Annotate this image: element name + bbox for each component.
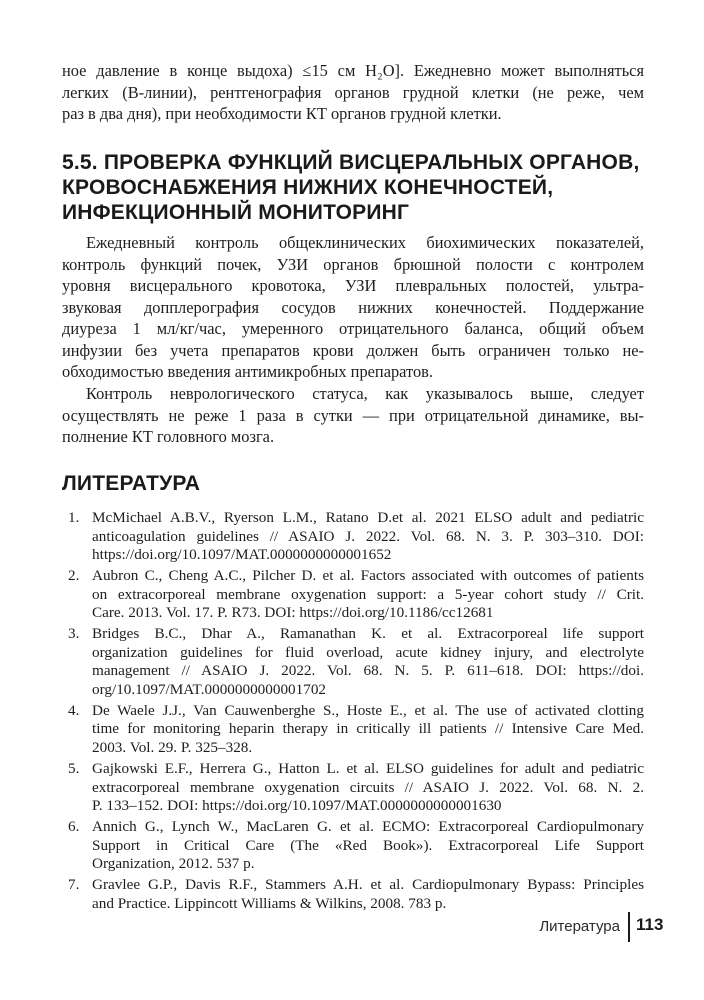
reference-item — [62, 760, 644, 816]
reference-line: organization guidelines for fluid overload, acute kidney injury, and electrolyte — [92, 643, 644, 661]
heading-line: ИНФЕКЦИОННЫЙ МОНИТОРИНГ — [62, 201, 410, 224]
page-number: 113 — [636, 915, 664, 934]
heading-line: 5.5. ПРОВЕРКА ФУНКЦИЙ ВИСЦЕРАЛЬНЫХ ОРГАНОВ, — [62, 151, 640, 174]
reference-number: 5. — [68, 759, 80, 777]
reference-item — [62, 876, 644, 913]
text-line: Ежедневный контроль общеклинических биохимических показателей, — [86, 233, 644, 252]
text-line: контроль функций почек, УЗИ органов брюшной полости с контролем — [62, 254, 644, 274]
text-line: обходимостью введения антимикробных препаратов. — [62, 362, 433, 381]
reference-line: management // ASAIO J. 2022. Vol. 68. N. 5. P. 611–618. DOI: https://doi. — [92, 662, 644, 680]
references-list — [62, 509, 644, 916]
reference-number: 3. — [68, 625, 80, 643]
text-line: диуреза 1 мл/кг/час, умеренного отрицательного баланса, общий объем — [62, 319, 644, 338]
reference-line: org/10.1097/MAT.0000000000001702 — [92, 680, 327, 698]
reference-number: 7. — [68, 876, 80, 894]
footer-divider — [628, 912, 630, 942]
reference-line: Organization, 2012. 537 p. — [92, 855, 255, 873]
reference-line: P. 133–152. DOI: https://doi.org/10.1097/MAT.0000000000001630 — [92, 797, 502, 815]
reference-item — [62, 509, 644, 565]
section-paragraph-1 — [62, 232, 644, 383]
reference-number: 2. — [68, 567, 80, 585]
reference-number: 6. — [68, 817, 80, 835]
text-line: раз в два дня), при необходимости КТ органов грудной клетки. — [62, 104, 502, 123]
reference-line: on extracorporeal membrane oxygenation support: a 5-year cohort study // Crit. — [92, 585, 644, 603]
reference-item — [62, 702, 644, 758]
text-line: полнение КТ головного мозга. — [62, 427, 275, 446]
section-paragraph-2 — [62, 383, 644, 448]
reference-line: Bridges B.C., Dhar A., Ramanathan K. et al. Extracorporeal life support — [92, 625, 644, 643]
reference-line: Support in Critical Care (The «Red Book»). Extracorporeal Life Support — [92, 836, 644, 854]
heading-line: КРОВОСНАБЖЕНИЯ НИЖНИХ КОНЕЧНОСТЕЙ, — [62, 176, 554, 199]
text-line: Контроль неврологического статуса, как указывалось выше, следует — [86, 384, 644, 403]
reference-item — [62, 567, 644, 623]
text-line: осуществлять не реже 1 раза в сутки — при отрицательной динамике, вы- — [62, 405, 644, 425]
reference-line: anticoagulation guidelines // ASAIO J. 2022. Vol. 68. N. 3. P. 303–310. DOI: — [92, 527, 644, 545]
text-line: ное давление в конце выдоха) ≤15 см H₂O]. Ежедневно может выполняться — [62, 61, 644, 80]
running-footer-label: Литература — [539, 918, 620, 935]
reference-line: De Waele J.J., Van Cauwenberghe S., Hoste E., et al. The use of activated clotting — [92, 701, 644, 719]
reference-number: 4. — [68, 701, 80, 719]
intro-paragraph — [62, 60, 644, 125]
text-line: уровня висцерального кровотока, УЗИ плевральных полостей, ультра- — [62, 276, 644, 295]
reference-line: McMichael A.B.V., Ryerson L.M., Ratano D.et al. 2021 ELSO adult and pediatric — [92, 509, 644, 526]
reference-line: 2003. Vol. 29. P. 325–328. — [92, 739, 253, 757]
section-heading — [62, 150, 662, 225]
reference-item — [62, 625, 644, 699]
reference-item — [62, 818, 644, 874]
reference-line: Aubron C., Cheng A.C., Pilcher D. et al. Factors associated with outcomes of patients — [92, 567, 644, 585]
text-line: инфузии без учета препаратов крови должен быть ограничен только не- — [62, 340, 644, 360]
references-heading: ЛИТЕРАТУРА — [62, 472, 201, 495]
reference-line: Gravlee G.P., Davis R.F., Stammers A.H. et al. Cardiopulmonary Bypass: Principles — [92, 876, 644, 894]
reference-number: 1. — [68, 509, 80, 526]
reference-line: and Practice. Lippincott Williams & Wilkins, 2008. 783 p. — [92, 894, 447, 912]
text-line: легких (B-линии), рентгенография органов грудной клетки (не реже, чем — [62, 82, 644, 102]
reference-line: extracorporeal membrane oxygenation circuits // ASAIO J. 2022. Vol. 68. N. 2. — [92, 778, 644, 796]
reference-line: time for monitoring heparin therapy in critically ill patients // Intensive Care Med. — [92, 720, 644, 738]
text-line: звуковая допплерография сосудов нижних конечностей. Поддержание — [62, 297, 644, 317]
reference-line: Annich G., Lynch W., MacLaren G. et al. ECMO: Extracorporeal Cardiopulmonary — [92, 817, 644, 835]
reference-line: Gajkowski E.F., Herrera G., Hatton L. et al. ELSO guidelines for adult and pediatric — [92, 759, 644, 777]
reference-line: Care. 2013. Vol. 17. P. R73. DOI: https://doi.org/10.1186/cc12681 — [92, 604, 494, 622]
reference-line: https://doi.org/10.1097/MAT.0000000000001652 — [92, 546, 392, 564]
